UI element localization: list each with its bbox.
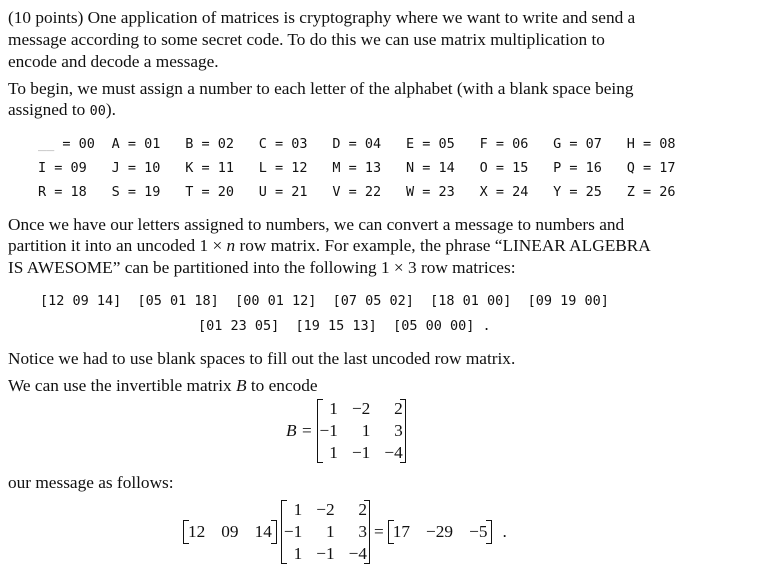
code: = 09 <box>46 160 87 176</box>
partition-line-3: IS AWESOME” can be partitioned into the following 1 × 3 row matrices: <box>8 258 516 277</box>
letter: T <box>185 184 194 200</box>
notice-text: Notice we had to use blank spaces to fill out the last uncoded row matrix. <box>8 349 516 368</box>
letter: B <box>185 136 194 152</box>
letter: A <box>111 136 120 152</box>
code: = 20 <box>193 184 234 200</box>
code: = 22 <box>340 184 382 200</box>
code: = 21 <box>266 184 308 200</box>
matrix-entry: −1 <box>283 522 303 541</box>
code: = 19 <box>119 184 161 200</box>
alphabet-entry <box>627 134 701 154</box>
vector-entry: −5 <box>469 522 488 541</box>
code: = 16 <box>561 160 602 176</box>
alphabet-entry <box>627 182 701 202</box>
letter: Z <box>626 184 635 200</box>
matrix-entry: 1 <box>325 522 335 541</box>
matrix-entry: −1 <box>351 443 371 462</box>
alphabet-entry <box>38 134 112 154</box>
matrix-entry: 3 <box>394 421 403 440</box>
matrix-entry: −4 <box>384 443 403 462</box>
letter: H <box>626 136 635 152</box>
alphabet-entry <box>259 158 333 178</box>
alphabet-entry <box>553 158 627 178</box>
matrix-entry: 1 <box>293 544 303 563</box>
matrix-entry: −2 <box>316 500 335 519</box>
letter: V <box>332 184 341 200</box>
uncoded-row-matrix <box>183 520 277 544</box>
matrix-entry: −4 <box>348 544 368 563</box>
vector-entry: 09 <box>221 522 239 541</box>
partition-line-1: Once we have our letters assigned to numbers, we can convert a message to numbers and <box>8 215 625 234</box>
letter: D <box>332 136 341 152</box>
matrix-b <box>281 500 370 564</box>
code: = 07 <box>561 136 602 152</box>
matrix-b-definition <box>286 399 406 463</box>
encode-text: We can use the invertible matrix <box>8 376 236 395</box>
alphabet-entry <box>332 182 406 202</box>
alphabet-entry <box>112 134 186 154</box>
equals-sign: = <box>374 522 384 541</box>
assign-line-1: To begin, we must assign a number to each letter of the alphabet (with a blank space being <box>8 79 634 98</box>
alphabet-entry <box>480 134 554 154</box>
alphabet-entry <box>553 134 627 154</box>
letter: R <box>38 184 47 200</box>
vector-entry: 14 <box>254 522 272 541</box>
assign-text-end: ). <box>105 100 116 119</box>
code: = 24 <box>487 184 529 200</box>
matrix-b <box>317 399 406 463</box>
letter: K <box>185 160 194 176</box>
alphabet-entry <box>332 134 406 154</box>
intro-line-1: (10 points) One application of matrices is cryptography where we want to write and send a <box>8 8 636 27</box>
matrix-entry: 1 <box>329 399 338 418</box>
matrix-entry: 1 <box>293 500 303 519</box>
code: = 05 <box>414 136 455 152</box>
letter: L <box>258 160 267 176</box>
matrix-entry: −1 <box>316 544 335 563</box>
alphabet-entry <box>480 158 554 178</box>
letter: O <box>479 160 488 176</box>
alphabet-entry <box>259 134 333 154</box>
letter: E <box>405 136 415 152</box>
period: . <box>502 522 507 541</box>
letter: P <box>553 160 562 176</box>
matrix-b-label: B = <box>286 421 313 440</box>
alphabet-entry <box>185 158 259 178</box>
variable-b: B <box>235 376 247 395</box>
letter: S <box>111 184 120 200</box>
variable-n: n <box>226 236 236 255</box>
code: = 15 <box>487 160 529 176</box>
letter: W <box>405 184 415 200</box>
letter: __ <box>38 136 55 152</box>
encoded-row-matrix <box>388 520 493 544</box>
partition-line-2 <box>8 236 651 256</box>
intro-line-3: encode and decode a message. <box>8 52 219 71</box>
letter: M <box>332 160 341 176</box>
code: = 13 <box>340 160 382 176</box>
alphabet-entry <box>185 134 259 154</box>
assign-line-2 <box>8 100 116 121</box>
matrix-entry: −1 <box>319 421 338 440</box>
matrix-entry: 3 <box>358 522 368 541</box>
letter: J <box>111 160 120 176</box>
code: = 23 <box>414 184 455 200</box>
alphabet-entry <box>185 182 259 202</box>
alphabet-entry <box>112 158 186 178</box>
letter: Q <box>626 160 635 176</box>
code: = 10 <box>119 160 161 176</box>
alphabet-entry <box>406 158 480 178</box>
code: = 03 <box>266 136 308 152</box>
letter: G <box>553 136 562 152</box>
intro-line-2: message according to some secret code. To do this we can use matrix multiplication to <box>8 30 605 49</box>
code: = 06 <box>487 136 529 152</box>
matrix-entry: 1 <box>361 421 371 440</box>
matrix-entry: 1 <box>329 443 338 462</box>
alphabet-entry <box>332 158 406 178</box>
letter: X <box>479 184 488 200</box>
matrix-entry: 2 <box>358 500 368 519</box>
row-matrices-line-2: [01 23 05] [19 15 13] [05 00 00] . <box>198 318 491 334</box>
letter: F <box>479 136 488 152</box>
letter: I <box>38 160 47 176</box>
vector-entry: 17 <box>392 522 411 541</box>
code: = 25 <box>561 184 602 200</box>
letter: Y <box>553 184 562 200</box>
alphabet-entry <box>480 182 554 202</box>
alphabet-entry <box>406 134 480 154</box>
encode-line <box>8 376 318 396</box>
code: = 04 <box>340 136 382 152</box>
letter: N <box>405 160 415 176</box>
code: = 17 <box>634 160 676 176</box>
partition-text-end: row matrix. For example, the phrase “LINEAR ALGEBRA <box>235 236 651 255</box>
alphabet-entry <box>38 158 112 178</box>
letter: U <box>258 184 267 200</box>
blank-code: 00 <box>89 103 106 119</box>
alphabet-entry <box>406 182 480 202</box>
encode-text-end: to encode <box>246 376 318 395</box>
code: = 00 <box>54 136 95 152</box>
matrix-entry: 2 <box>394 399 403 418</box>
code: = 01 <box>119 136 161 152</box>
encoding-equation <box>183 500 507 564</box>
code: = 08 <box>634 136 676 152</box>
follows-text: our message as follows: <box>8 473 174 492</box>
code: = 14 <box>414 160 455 176</box>
alphabet-entry <box>627 158 701 178</box>
code: = 26 <box>634 184 676 200</box>
code: = 02 <box>193 136 234 152</box>
alphabet-entry <box>112 182 186 202</box>
assign-text: assigned to <box>8 100 90 119</box>
alphabet-entry <box>38 182 112 202</box>
code: = 12 <box>266 160 308 176</box>
row-matrices-line-1: [12 09 14] [05 01 18] [00 01 12] [07 05 02] [18 01 00] [09 19 00] <box>40 293 609 309</box>
vector-entry: 12 <box>188 522 206 541</box>
matrix-entry: −2 <box>351 399 371 418</box>
code: = 11 <box>193 160 234 176</box>
partition-text: partition it into an uncoded 1 × <box>8 236 227 255</box>
alphabet-entry <box>553 182 627 202</box>
vector-entry: −29 <box>426 522 454 541</box>
alphabet-table <box>38 134 700 202</box>
letter: C <box>258 136 267 152</box>
alphabet-entry <box>259 182 333 202</box>
code: = 18 <box>46 184 87 200</box>
